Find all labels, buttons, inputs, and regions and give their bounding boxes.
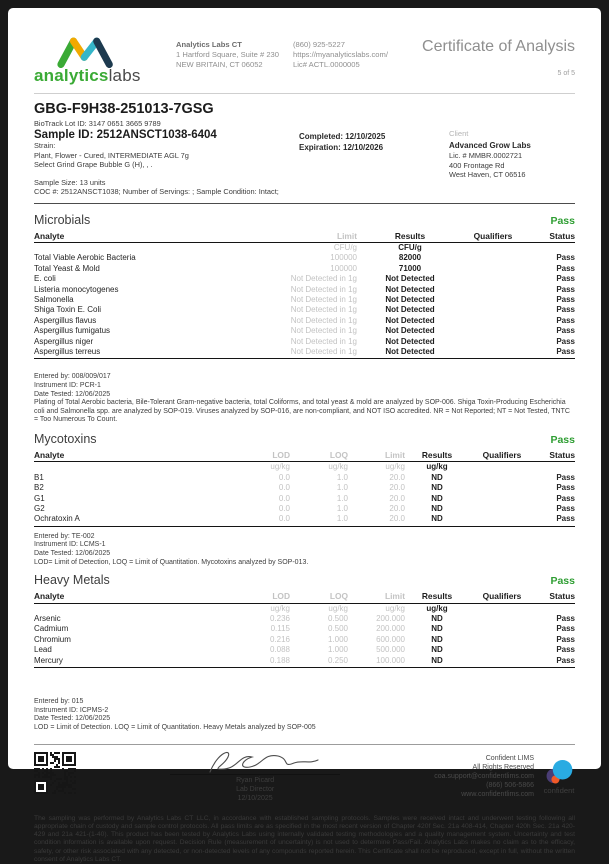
qualifiers-cell xyxy=(469,483,535,493)
table-row xyxy=(34,337,575,347)
qualifiers-cell xyxy=(469,656,535,668)
client-label: Client xyxy=(449,129,469,138)
table-row xyxy=(34,305,575,315)
lod-cell: 0.0 xyxy=(278,483,290,493)
signature-line xyxy=(170,774,340,775)
status-cell: Pass xyxy=(556,493,575,503)
completed-date: Completed: 12/10/2025 xyxy=(299,132,386,141)
status-cell: Pass xyxy=(535,514,575,526)
lims-website-link[interactable]: www.confidentlims.com xyxy=(461,791,534,799)
qualifiers-cell xyxy=(469,624,535,634)
status-cell: Pass xyxy=(556,645,575,655)
table-row xyxy=(34,645,575,655)
brand-labs: labs xyxy=(108,66,141,85)
column-results: Results xyxy=(405,591,469,603)
lod-unit: ug/kg xyxy=(270,603,290,613)
header xyxy=(34,34,575,86)
units-row xyxy=(34,242,575,253)
limit-cell: 200.000 xyxy=(376,613,405,623)
results-cell: ND xyxy=(431,483,443,493)
lims-rights: All Rights Reserved xyxy=(472,764,534,772)
lab-name: Analytics Labs CT xyxy=(176,40,242,49)
expiration-date: Expiration: 12/10/2026 xyxy=(299,143,384,152)
status-cell: Pass xyxy=(556,483,575,493)
column-status: Status xyxy=(523,231,575,243)
analyte-cell: Ochratoxin A xyxy=(34,514,224,526)
sample-info xyxy=(34,101,575,197)
analyte-cell: Aspergillus niger xyxy=(34,336,94,346)
limit-cell: 20.0 xyxy=(389,493,405,503)
status-cell: Pass xyxy=(556,624,575,634)
sample-size: Sample Size: 13 units xyxy=(34,177,106,187)
header-divider xyxy=(34,93,575,94)
results-cell: ND xyxy=(405,656,469,668)
sample-name: GBG-F9H38-251013-7GSG xyxy=(34,101,214,117)
limit-cell: Not Detected in 1g xyxy=(290,294,357,304)
status-cell: Pass xyxy=(556,326,575,336)
mountain-zigzag-icon xyxy=(48,34,124,68)
heavy-metals-table xyxy=(34,591,575,668)
status-cell: Pass xyxy=(556,294,575,304)
column-analyte: Analyte xyxy=(34,231,234,243)
lims-name: Confident LIMS xyxy=(485,755,534,763)
page-indicator: 5 of 5 xyxy=(557,70,575,77)
analyte-cell: Salmonella xyxy=(34,294,74,304)
lod-unit: ug/kg xyxy=(270,462,290,472)
analyte-cell: Arsenic xyxy=(34,613,61,623)
mycotoxins-footer xyxy=(34,533,575,567)
strain-label: Strain: xyxy=(34,141,56,150)
disclaimer-text: The sampling was performed by Analytics Labs CT LLC, in accordance with established sampling protocols. Samples were received intact and underwent testing following all appropriate chain of custody and sample control protocols. All pass limits are as specified in the most recent version of Chapter 420f Sec. 21a 408-414, Chapter 420h Sec. 21a 420-429 and 21a 421-(1-40). This product has been tested by Analytics Labs using internally validated testing methodologies and a quality management system. Uncertainty and test condition information is available upon request. Decision Rule (measurement of uncertainty) is not used to determine Pass/Fail. Analytics Labs makes no claim as to the efficacy, safety, or other risk associated with any detected, or non-detected levels of any compounds reported herein. This Certificate shall not be reproduced, except in full, without the written consent of Analytics Labs CT. xyxy=(34,815,575,863)
lab-license: Lic# ACTL.0000005 xyxy=(293,60,360,69)
results-cell: ND xyxy=(431,624,443,634)
results-cell: Not Detected xyxy=(385,336,435,346)
mycotoxins-status-badge: Pass xyxy=(550,433,575,446)
sample-divider xyxy=(34,203,575,204)
client-address2: West Haven, CT 06516 xyxy=(449,170,526,179)
units-row xyxy=(34,603,575,614)
lims-email-link[interactable]: coa.support@confidentlims.com xyxy=(434,773,534,781)
microbials-status-badge: Pass xyxy=(550,214,575,227)
results-cell: ND xyxy=(431,645,443,655)
sample-product: Select Grind Grape Bubble G (H), , . xyxy=(34,160,153,169)
results-cell: Not Detected xyxy=(357,347,463,359)
heavy-metals-status-badge: Pass xyxy=(550,575,575,588)
limit-cell: 100.000 xyxy=(348,656,405,668)
loq-cell: 0.250 xyxy=(290,656,348,668)
signer-name: Ryan Picard xyxy=(236,777,275,785)
column-loq: LOQ xyxy=(290,591,348,603)
limit-cell: 500.000 xyxy=(376,645,405,655)
table-row xyxy=(34,285,575,295)
analyte-cell: B1 xyxy=(34,472,44,482)
status-cell: Pass xyxy=(556,274,575,284)
column-results: Results xyxy=(405,450,469,462)
results-cell: Not Detected xyxy=(385,274,435,284)
limit-cell: 20.0 xyxy=(389,472,405,482)
analyte-cell: Listeria monocytogenes xyxy=(34,284,119,294)
qualifiers-cell xyxy=(463,326,523,336)
analyte-cell: Cadmium xyxy=(34,624,69,634)
qualifiers-cell xyxy=(469,494,535,504)
limit-cell: 100000 xyxy=(330,253,357,263)
loq-cell: 1.0 xyxy=(336,483,348,493)
table-row xyxy=(34,347,575,359)
biotrack-lot-id: BioTrack Lot ID: 3147 0651 3665 9789 xyxy=(34,119,161,128)
column-limit: Limit xyxy=(348,591,405,603)
status-cell: Pass xyxy=(556,336,575,346)
analyte-cell: Chromium xyxy=(34,634,71,644)
limit-cell: 20.0 xyxy=(389,503,405,513)
loq-cell: 1.0 xyxy=(336,503,348,513)
table-row xyxy=(34,264,575,274)
status-cell: Pass xyxy=(556,305,575,315)
column-qualifiers: Qualifiers xyxy=(469,591,535,603)
results-cell: ND xyxy=(431,503,443,513)
loq-unit: ug/kg xyxy=(328,462,348,472)
qr-code xyxy=(34,752,76,794)
signature-date: 12/10/2025 xyxy=(237,794,273,802)
table-row xyxy=(34,504,575,514)
qualifiers-cell xyxy=(469,614,535,624)
signature-block xyxy=(76,744,434,803)
instrument-id: Instrument ID: PCR-1 xyxy=(34,381,101,389)
qualifiers-cell xyxy=(469,514,535,526)
lab-phone: (860) 925-5227 xyxy=(293,40,345,49)
results-cell: ND xyxy=(405,514,469,526)
table-row xyxy=(34,614,575,624)
client-license: Lic. # MMBR.0002721 xyxy=(449,151,523,160)
status-cell: Pass xyxy=(556,315,575,325)
table-row xyxy=(34,253,575,263)
table-row xyxy=(34,624,575,634)
analyte-cell: Total Viable Aerobic Bacteria xyxy=(34,253,136,263)
units-row xyxy=(34,462,575,473)
limit-cell: 20.0 xyxy=(389,483,405,493)
coc-line: COC #: 2512ANSCT1038; Number of Servings: ; Sample Condition: Intact; xyxy=(34,187,279,196)
date-tested: Date Tested: 12/06/2025 xyxy=(34,549,111,557)
confident-circles-icon xyxy=(543,758,575,785)
table-row xyxy=(34,274,575,284)
analyte-cell: Shiga Toxin E. Coli xyxy=(34,305,101,315)
status-cell: Pass xyxy=(556,263,575,273)
status-cell: Pass xyxy=(523,347,575,359)
status-cell: Pass xyxy=(556,472,575,482)
method-note: Plating of Total Aerobic bacteria, Bile-Tolerant Gram-negative bacteria, total Coliforms, and total yeast & mold are analyzed by SOP-006. Shiga Toxin-Producing Escherichia coli and Salmonella spp. are analyzed by SOP-019. Viruses analyzed by SOP-016, are non-compliant, and NOT ISO accredited. NR = Not Reported; NT = Not Tested, TNTC = Too Numerous To Count. xyxy=(34,399,570,424)
lab-website-link[interactable]: https://myanalyticslabs.com/ xyxy=(293,50,388,59)
lims-block xyxy=(434,754,575,799)
table-row xyxy=(34,473,575,483)
loq-cell: 1.000 xyxy=(327,634,348,644)
qualifiers-cell xyxy=(463,316,523,326)
qualifiers-cell xyxy=(463,305,523,315)
qualifiers-cell xyxy=(463,347,523,359)
limit-cell: Not Detected in 1g xyxy=(290,315,357,325)
limit-unit: ug/kg xyxy=(385,462,405,472)
table-row xyxy=(34,295,575,305)
status-cell: Pass xyxy=(556,634,575,644)
confident-logo xyxy=(543,758,575,795)
results-cell: 71000 xyxy=(398,263,422,273)
qualifiers-cell xyxy=(463,253,523,263)
lab-contact-info xyxy=(176,40,388,70)
limit-cell: 200.000 xyxy=(376,624,405,634)
status-cell: Pass xyxy=(535,656,575,668)
analyte-cell: G1 xyxy=(34,493,45,503)
analyte-cell: Aspergillus terreus xyxy=(34,347,234,359)
lod-cell: 0.216 xyxy=(269,634,290,644)
limit-cell: Not Detected in 1g xyxy=(234,347,357,359)
loq-cell: 1.000 xyxy=(327,645,348,655)
results-cell: Not Detected xyxy=(385,326,435,336)
limit-cell: Not Detected in 1g xyxy=(290,336,357,346)
method-note: LOD = Limit of Detection. LOQ = Limit of Quantitation. Heavy Metals analyzed by SOP-005 xyxy=(34,723,316,731)
column-results: Results xyxy=(357,231,463,243)
status-cell: Pass xyxy=(556,284,575,294)
column-loq: LOQ xyxy=(290,450,348,462)
column-qualifiers: Qualifiers xyxy=(469,450,535,462)
column-lod: LOD xyxy=(224,591,290,603)
section-title-microbials: Microbials xyxy=(34,212,91,227)
table-row xyxy=(34,494,575,504)
loq-cell: 1.0 xyxy=(336,493,348,503)
results-unit: ug/kg xyxy=(426,603,448,613)
footer xyxy=(34,744,575,863)
status-cell: Pass xyxy=(556,503,575,513)
results-unit: CFU/g xyxy=(398,242,422,252)
qualifiers-cell xyxy=(463,264,523,274)
section-title-mycotoxins: Mycotoxins xyxy=(34,431,97,446)
client-name: Advanced Grow Labs xyxy=(449,141,531,150)
qualifiers-cell xyxy=(463,274,523,284)
microbials-table xyxy=(34,231,575,360)
qualifiers-cell xyxy=(469,473,535,483)
lab-address-line1: 1 Hartford Square, Suite # 230 xyxy=(176,50,280,59)
analyte-cell: B2 xyxy=(34,483,44,493)
limit-cell: Not Detected in 1g xyxy=(290,305,357,315)
lims-phone: (866) 506-5866 xyxy=(486,782,534,790)
document-title-block xyxy=(422,38,575,77)
date-tested: Date Tested: 12/06/2025 xyxy=(34,715,111,723)
analyte-cell: Mercury xyxy=(34,656,224,668)
loq-cell: 1.0 xyxy=(290,514,348,526)
loq-cell: 0.500 xyxy=(327,624,348,634)
instrument-id: Instrument ID: ICPMS-2 xyxy=(34,706,109,714)
limit-unit: ug/kg xyxy=(385,603,405,613)
table-row xyxy=(34,326,575,336)
column-qualifiers: Qualifiers xyxy=(463,231,523,243)
limit-unit: CFU/g xyxy=(333,242,357,252)
limit-cell: 100000 xyxy=(330,263,357,273)
client-block xyxy=(449,129,575,197)
method-note: LOD= Limit of Detection, LOQ = Limit of Quantitation. Mycotoxins analyzed by SOP-013. xyxy=(34,558,309,566)
qualifiers-cell xyxy=(463,337,523,347)
results-cell: Not Detected xyxy=(385,315,435,325)
qualifiers-cell xyxy=(463,285,523,295)
column-status: Status xyxy=(535,450,575,462)
column-status: Status xyxy=(535,591,575,603)
client-address1: 400 Frontage Rd xyxy=(449,160,505,170)
section-title-heavy-metals: Heavy Metals xyxy=(34,573,110,588)
lod-cell: 0.088 xyxy=(269,645,290,655)
lod-cell: 0.236 xyxy=(269,613,290,623)
date-tested: Date Tested: 12/06/2025 xyxy=(34,390,111,398)
table-header-row xyxy=(34,231,575,243)
brand-wordmark xyxy=(34,66,162,86)
instrument-id: Instrument ID: LCMS-1 xyxy=(34,541,106,549)
results-cell: Not Detected xyxy=(385,294,435,304)
results-cell: ND xyxy=(431,634,443,644)
lod-cell: 0.0 xyxy=(224,514,290,526)
qualifiers-cell xyxy=(469,645,535,655)
entered-by: Entered by: 008/009/017 xyxy=(34,373,111,381)
status-cell: Pass xyxy=(556,613,575,623)
section-microbials xyxy=(34,213,575,425)
lod-cell: 0.0 xyxy=(278,493,290,503)
analytics-labs-logo xyxy=(34,34,162,86)
analyte-cell: Aspergillus fumigatus xyxy=(34,326,111,336)
limit-cell: Not Detected in 1g xyxy=(290,284,357,294)
analyte-cell: G2 xyxy=(34,503,45,513)
loq-cell: 0.500 xyxy=(327,613,348,623)
table-header-row xyxy=(34,591,575,603)
sample-details xyxy=(34,129,299,197)
mycotoxins-table xyxy=(34,450,575,527)
table-row xyxy=(34,483,575,493)
results-cell: 82000 xyxy=(398,253,422,263)
table-row xyxy=(34,316,575,326)
signer-title: Lab Director xyxy=(236,785,275,793)
results-cell: ND xyxy=(431,472,443,482)
limit-cell: 20.0 xyxy=(348,514,405,526)
analyte-cell: Total Yeast & Mold xyxy=(34,263,100,273)
analyte-cell: Lead xyxy=(34,645,52,655)
coa-page xyxy=(8,8,601,863)
entered-by: Entered by: TE-002 xyxy=(34,532,95,540)
brand-analytics: analytics xyxy=(34,66,109,85)
heavy-metals-footer xyxy=(34,698,575,732)
column-analyte: Analyte xyxy=(34,591,224,603)
analyte-cell: Aspergillus flavus xyxy=(34,315,97,325)
confident-caption: confident xyxy=(543,786,575,796)
results-cell: ND xyxy=(431,613,443,623)
entered-by: Entered by: 015 xyxy=(34,698,84,705)
column-analyte: Analyte xyxy=(34,450,224,462)
document-title: Certificate of Analysis xyxy=(422,38,575,55)
qualifiers-cell xyxy=(463,295,523,305)
status-cell: Pass xyxy=(556,253,575,263)
table-row xyxy=(34,635,575,645)
lod-cell: 0.115 xyxy=(270,624,290,634)
results-cell: ND xyxy=(431,493,443,503)
lod-cell: 0.0 xyxy=(278,503,290,513)
qualifiers-cell xyxy=(469,504,535,514)
section-mycotoxins xyxy=(34,432,575,567)
column-lod: LOD xyxy=(224,450,290,462)
loq-unit: ug/kg xyxy=(328,603,348,613)
sample-dates xyxy=(299,129,449,197)
results-cell: Not Detected xyxy=(385,284,435,294)
loq-cell: 1.0 xyxy=(336,472,348,482)
column-limit: Limit xyxy=(348,450,405,462)
limit-cell: 600.000 xyxy=(376,634,405,644)
section-heavy-metals xyxy=(34,573,575,732)
analyte-cell: E. coli xyxy=(34,274,56,284)
table-row xyxy=(34,656,575,668)
results-cell: Not Detected xyxy=(385,305,435,315)
microbials-footer xyxy=(34,373,575,425)
table-row xyxy=(34,514,575,526)
limit-cell: Not Detected in 1g xyxy=(290,274,357,284)
limit-cell: Not Detected in 1g xyxy=(290,326,357,336)
column-limit: Limit xyxy=(234,231,357,243)
qualifiers-cell xyxy=(469,635,535,645)
sample-matrix: Plant, Flower - Cured, INTERMEDIATE AGL 7g xyxy=(34,150,189,160)
sample-id: Sample ID: 2512ANSCT1038-6404 xyxy=(34,129,217,141)
table-header-row xyxy=(34,450,575,462)
results-unit: ug/kg xyxy=(426,462,448,472)
lab-address-line2: NEW BRITAIN, CT 06052 xyxy=(176,60,263,69)
lod-cell: 0.0 xyxy=(278,472,290,482)
lod-cell: 0.188 xyxy=(224,656,290,668)
